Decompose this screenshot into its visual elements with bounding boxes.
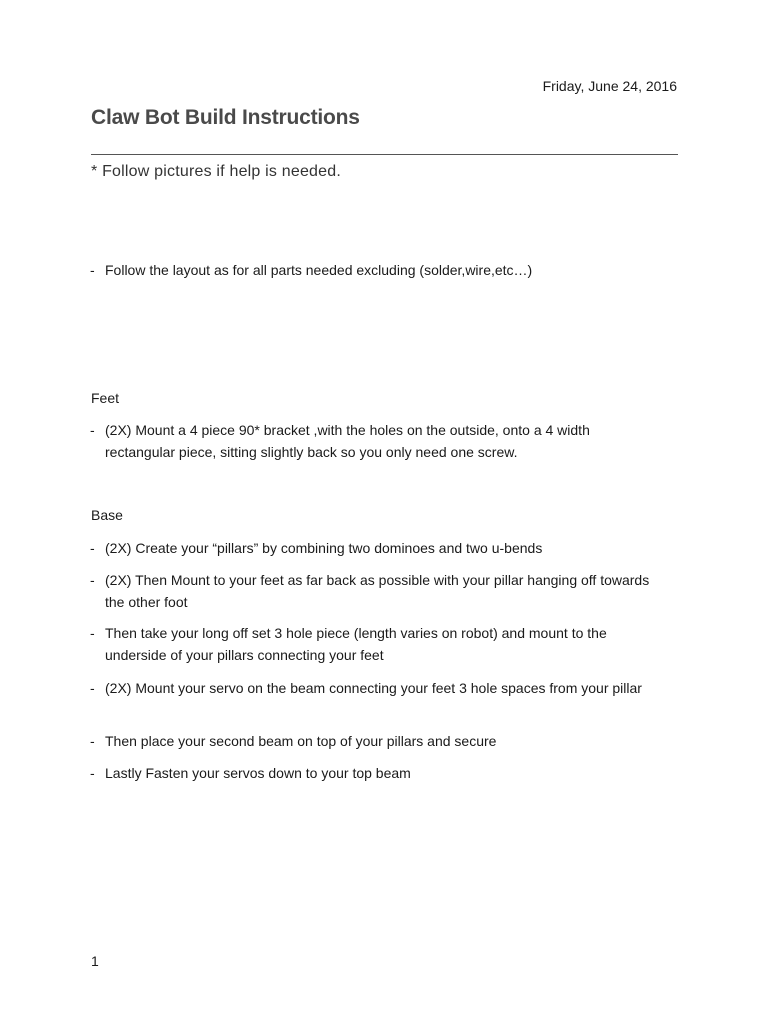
bullet-dash: - <box>90 422 95 438</box>
bullet-dash: - <box>90 625 95 641</box>
document-date: Friday, June 24, 2016 <box>542 78 677 94</box>
list-item-text: (2X) Then Mount to your feet as far back as possible with your pillar hanging off towards the other foot <box>105 572 650 610</box>
bullet-dash: - <box>90 540 95 556</box>
bullet-dash: - <box>90 765 95 781</box>
list-item-text: (2X) Mount a 4 piece 90* bracket ,with the holes on the outside, onto a 4 width rectangular piece, sitting slightly back so you only need one screw. <box>105 422 590 460</box>
list-item-text: Then place your second beam on top of your pillars and secure <box>105 733 497 749</box>
list-item <box>90 537 660 559</box>
list-item <box>90 419 660 463</box>
bullet-dash: - <box>90 572 95 588</box>
bullet-dash: - <box>90 262 95 278</box>
document-subtitle: * Follow pictures if help is needed. <box>91 163 341 180</box>
list-item-text: Then take your long off set 3 hole piece (length varies on robot) and mount to the underside of your pillars connecting your feet <box>105 625 607 663</box>
list-item-intro <box>90 259 660 281</box>
bullet-dash: - <box>90 733 95 749</box>
page-number: 1 <box>91 953 99 969</box>
list-item <box>90 622 660 666</box>
document-title: Claw Bot Build Instructions <box>91 106 360 129</box>
list-item-text: Follow the layout as for all parts needed excluding (solder,wire,etc…) <box>105 262 533 278</box>
bullet-dash: - <box>90 680 95 696</box>
title-divider <box>91 154 678 155</box>
list-item <box>90 730 660 752</box>
list-item <box>90 762 660 784</box>
list-item-text: Lastly Fasten your servos down to your top beam <box>105 765 411 781</box>
list-item-text: (2X) Create your “pillars” by combining two dominoes and two u-bends <box>105 540 543 556</box>
list-item-text: (2X) Mount your servo on the beam connecting your feet 3 hole spaces from your pillar <box>105 680 642 696</box>
list-item <box>90 569 660 613</box>
section-heading-base: Base <box>91 507 123 523</box>
section-heading-feet: Feet <box>91 390 120 406</box>
list-item <box>90 677 660 699</box>
